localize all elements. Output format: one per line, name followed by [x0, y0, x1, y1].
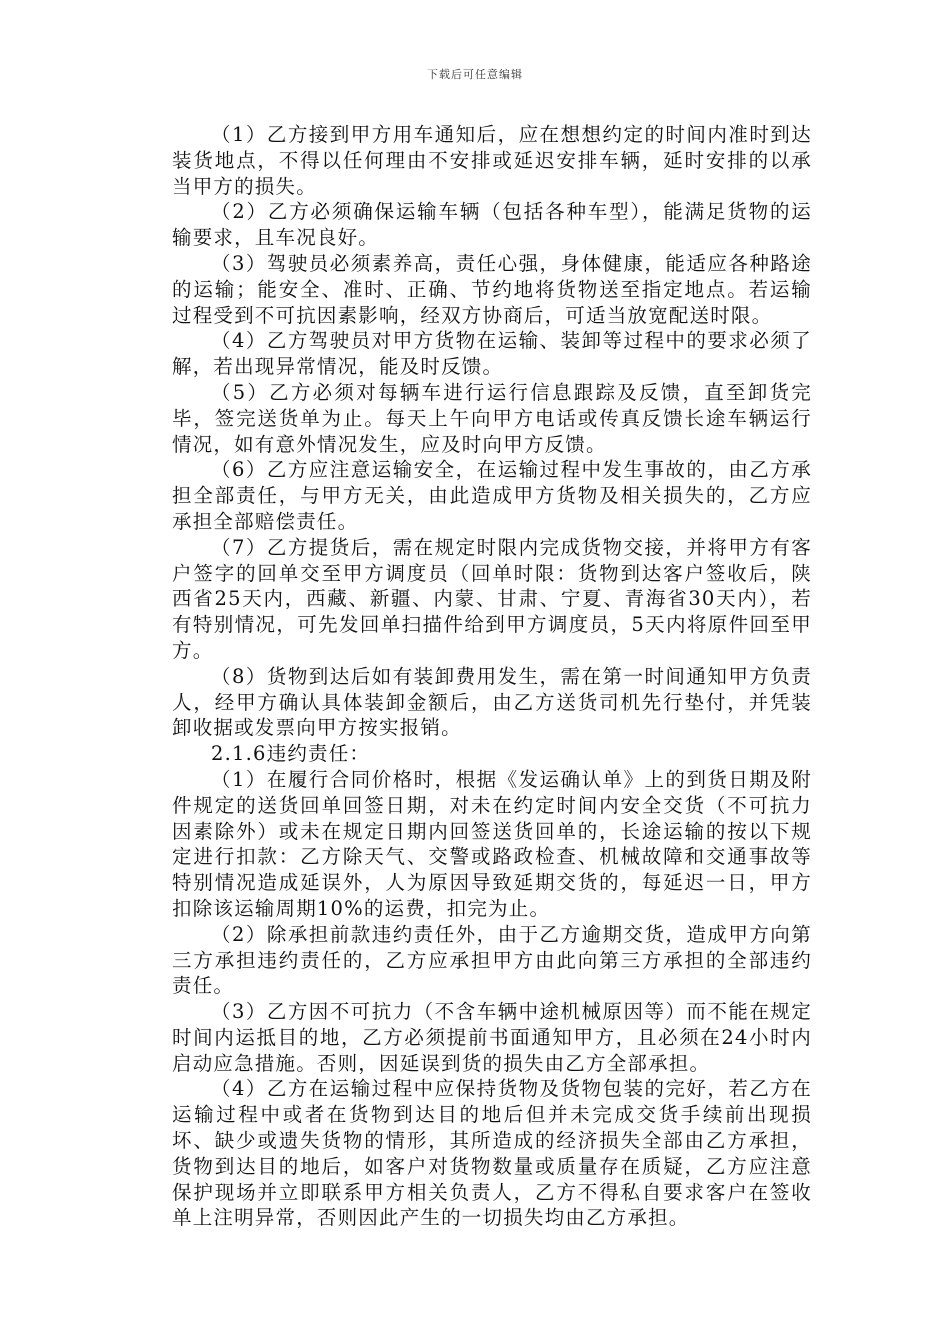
document-body — [172, 122, 812, 1231]
clause-paragraph: （6）乙方应注意运输安全，在运输过程中发生事故的，由乙方承担全部责任，与甲方无关，由此造成甲方货物及相关损失的，乙方应承担全部赔偿责任。 — [172, 458, 812, 533]
clause-paragraph: （3）乙方因不可抗力（不含车辆中途机械原因等）而不能在规定时间内运抵目的地，乙方必须提前书面通知甲方，且必须在24小时内启动应急措施。否则，因延误到货的损失由乙方全部承担。 — [172, 1000, 812, 1075]
clause-paragraph: （8）货物到达后如有装卸费用发生，需在第一时间通知甲方负责人，经甲方确认具体装卸金额后，由乙方送货司机先行垫付，并凭装卸收据或发票向甲方按实报销。 — [172, 664, 812, 740]
clause-paragraph: （7）乙方提货后，需在规定时限内完成货物交接，并将甲方有客户签字的回单交至甲方调度员（回单时限：货物到达客户签收后，陕西省25天内，西藏、新疆、内蒙、甘肃、宁夏、青海省30天内），若有特别情况，可先发回单扫描件给到甲方调度员，5天内将原件回至甲方。 — [172, 535, 812, 662]
clause-paragraph: （3）驾驶员必须素养高，责任心强，身体健康，能适应各种路途的运输；能安全、准时、正确、节约地将货物送至指定地点。若运输过程受到不可抗因素影响，经双方协商后，可适当放宽配送时限。 — [172, 251, 812, 327]
clause-paragraph: （2）乙方必须确保运输车辆（包括各种车型），能满足货物的运输要求，且车况良好。 — [172, 200, 812, 250]
clause-paragraph: （1）在履行合同价格时，根据《发运确认单》上的到货日期及附件规定的送货回单回签日期，对未在约定时间内安全交货（不可抗力因素除外）或未在规定日期内回签送货回单的，长途运输的按以下规定进行扣款：乙方除天气、交警或路政检查、机械故障和交通事故等特别情况造成延误外，人为原因导致延期交货的，每延迟一日，甲方扣除该运输周期10%的运费，扣完为止。 — [172, 767, 812, 920]
clause-paragraph: （4）乙方在运输过程中应保持货物及货物包装的完好，若乙方在运输过程中或者在货物到达目的地后但并未完成交货手续前出现损坏、缺少或遗失货物的情形，其所造成的经济损失全部由乙方承担，货物到达目的地后，如客户对货物数量或质量存在质疑，乙方应注意保护现场并立即联系甲方相关负责人，乙方不得私自要求客户在签收单上注明异常，否则因此产生的一切损失均由乙方承担。 — [172, 1077, 812, 1230]
page-header: 下载后可任意编辑 — [427, 68, 523, 81]
clause-paragraph: （5）乙方必须对每辆车进行运行信息跟踪及反馈，直至卸货完毕，签完送货单为止。每天上午向甲方电话或传真反馈长途车辆运行情况，如有意外情况发生，应及时向甲方反馈。 — [172, 380, 812, 456]
clause-paragraph: （2）除承担前款违约责任外，由于乙方逾期交货，造成甲方向第三方承担违约责任的，乙方应承担甲方由此向第三方承担的全部违约责任。 — [172, 922, 812, 998]
section-heading: 2.1.6违约责任： — [211, 742, 371, 766]
clause-paragraph: （1）乙方接到甲方用车通知后，应在想想约定的时间内准时到达装货地点，不得以任何理由不安排或延迟安排车辆，延时安排的以承当甲方的损失。 — [172, 123, 812, 198]
clause-paragraph: （4）乙方驾驶员对甲方货物在运输、装卸等过程中的要求必须了解，若出现异常情况，能及时反馈。 — [172, 329, 812, 379]
